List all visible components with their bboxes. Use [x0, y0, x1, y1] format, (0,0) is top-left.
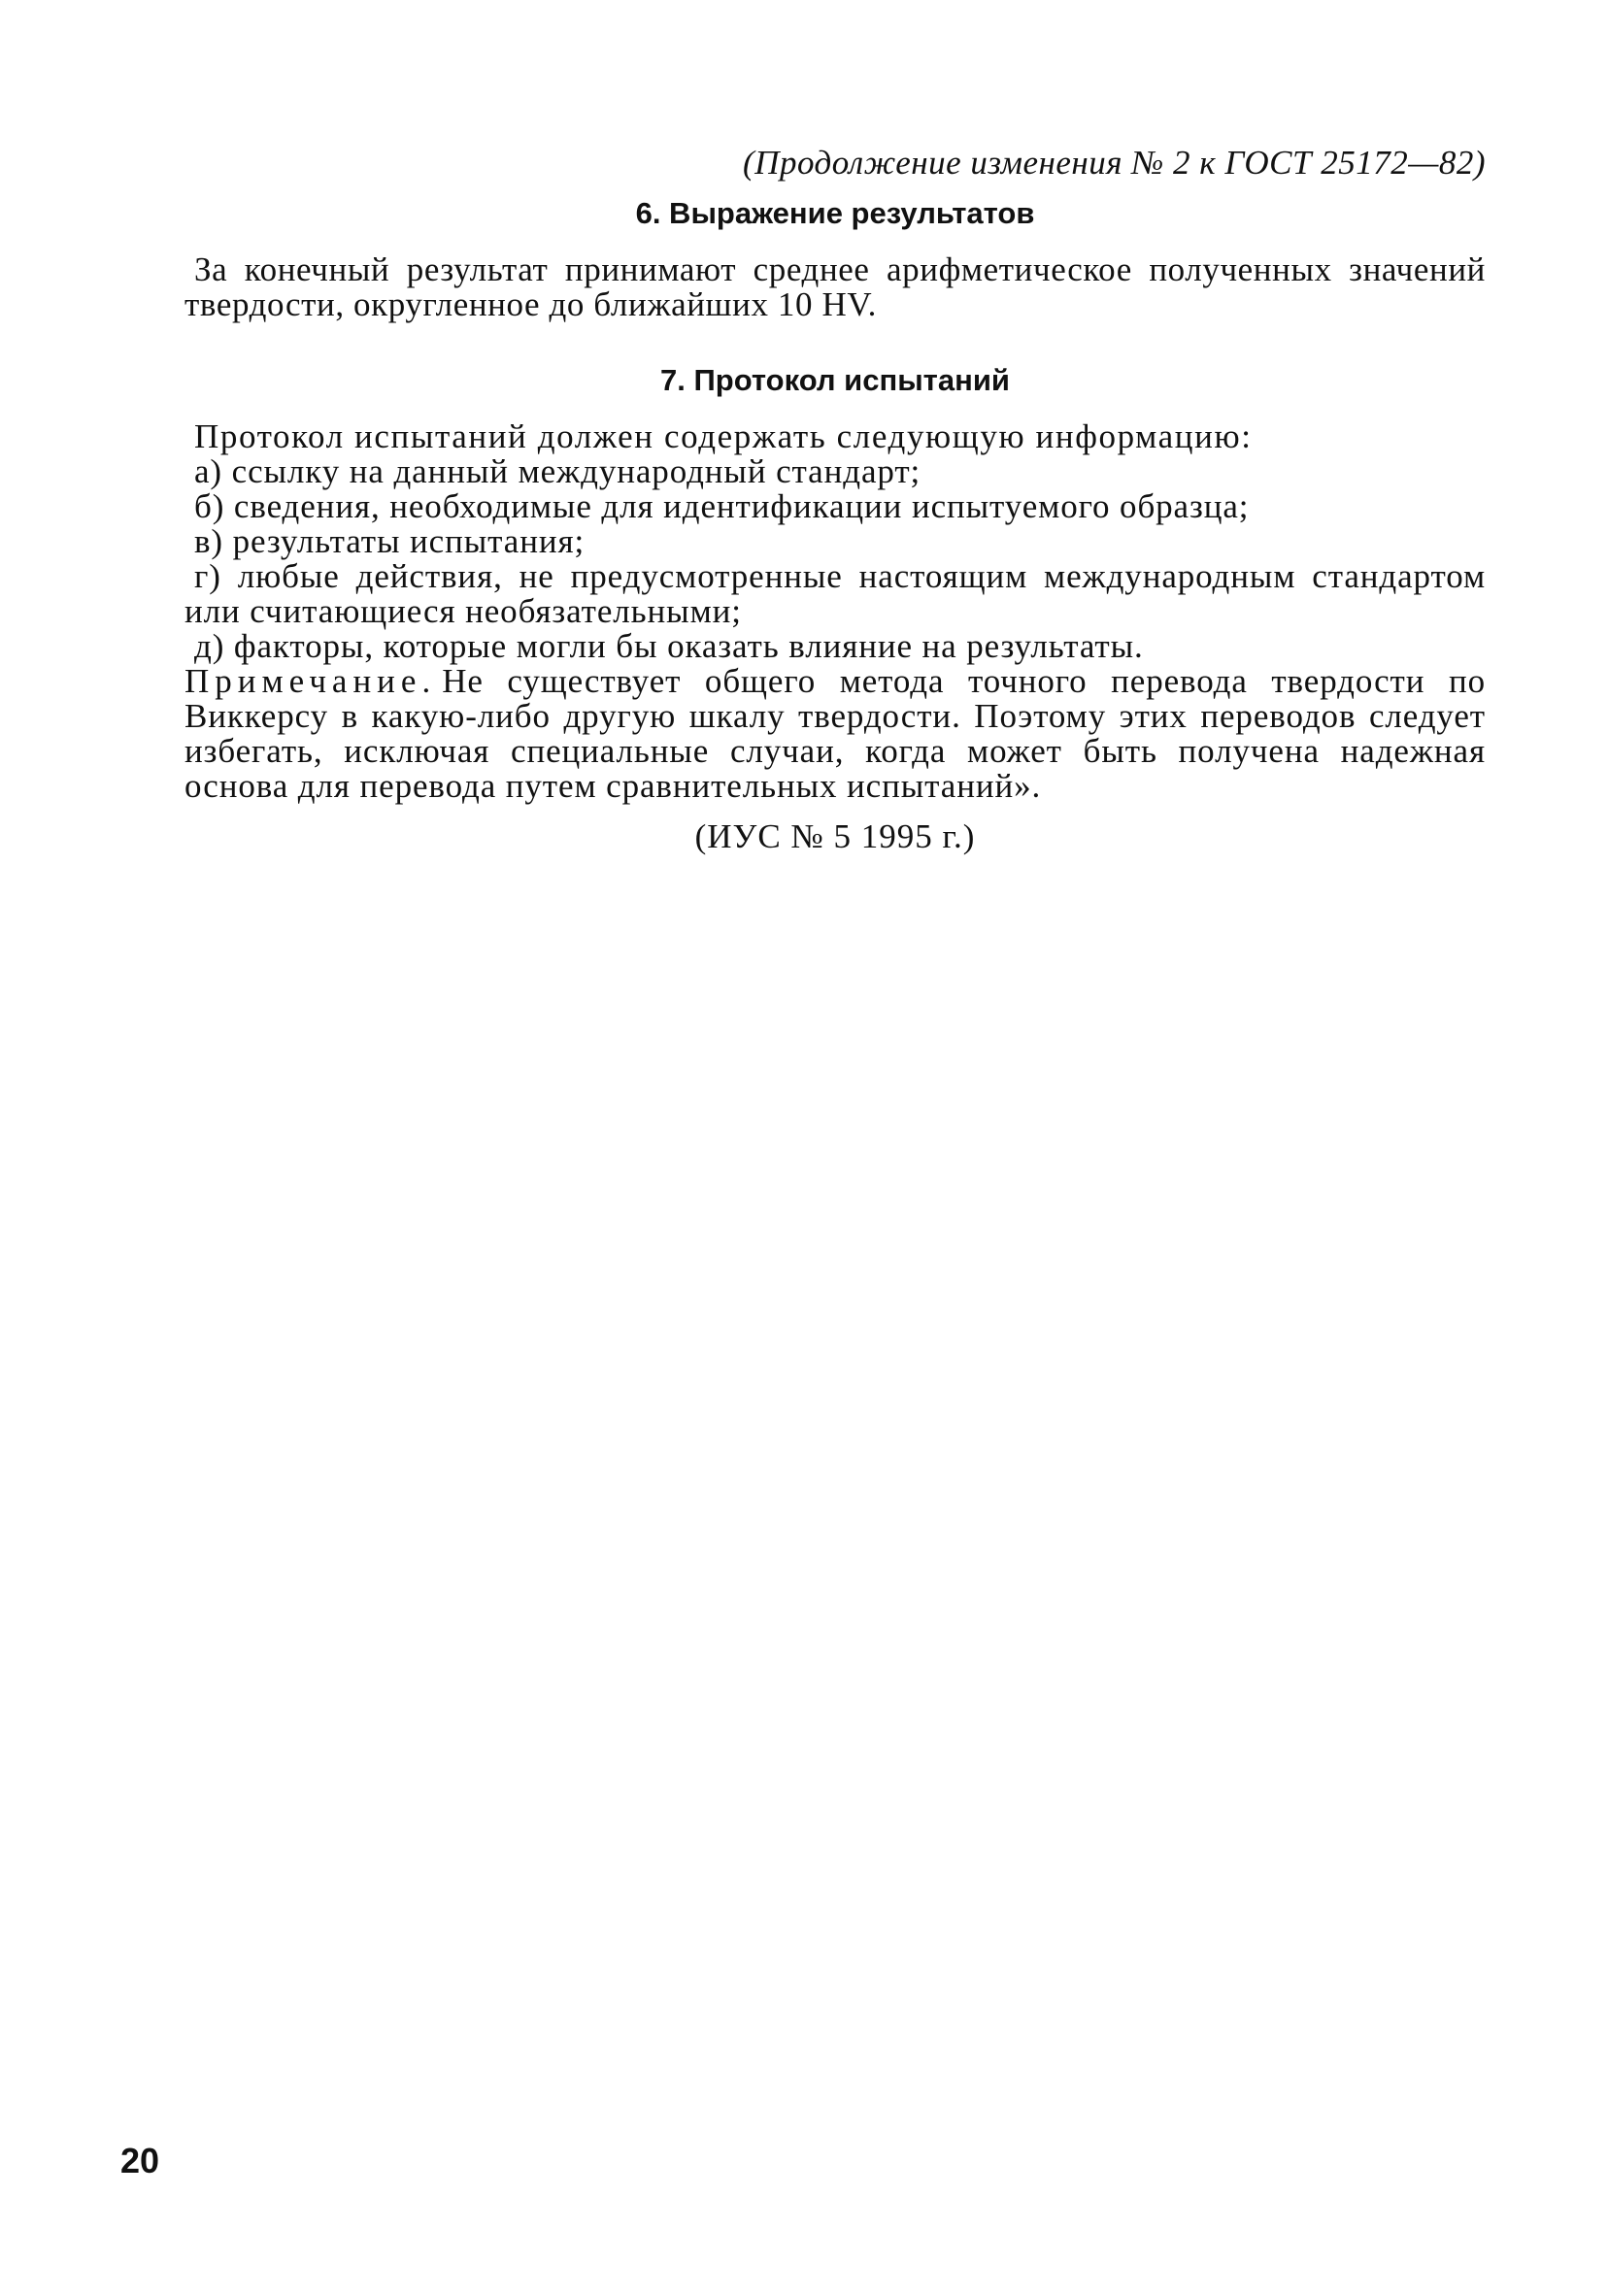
list-item: д) факторы, которые могли бы оказать влияние на результаты. — [194, 627, 1144, 665]
list-item: в) результаты испытания; — [194, 522, 586, 560]
results-paragraph: За конечный результат принимают среднее арифметическое полученных значений твердости, округленное до ближайших 10 HV. — [184, 250, 1486, 323]
section-test-report — [184, 361, 1486, 854]
page-number: 20 — [120, 2141, 160, 2180]
section-heading-results: 6. Выражение результатов — [635, 196, 1035, 230]
list-item: а) ссылку на данный международный стандарт; — [194, 452, 921, 490]
test-report-intro: Протокол испытаний должен содержать следующую информацию: — [194, 417, 1253, 455]
page-content — [184, 146, 1486, 854]
list-item: г) любые действия, не предусмотренные настоящим международным стандартом или считающиеся необязательными; — [184, 557, 1486, 630]
test-report-list — [184, 454, 1486, 664]
section-heading-test-report: 7. Протокол испытаний — [660, 363, 1010, 397]
section-results — [184, 194, 1486, 322]
continuation-header: (Продолжение изменения № 2 к ГОСТ 25172—82) — [743, 144, 1486, 182]
note-paragraph — [184, 664, 1486, 804]
source-reference: (ИУС № 5 1995 г.) — [694, 817, 976, 855]
list-item: б) сведения, необходимые для идентификации испытуемого образца; — [194, 487, 1250, 525]
note-text: Не существует общего метода точного перевода твердости по Виккерсу в какую-либо другую шкалу твердости. Поэтому этих переводов следует избегать, исключая специальные случаи, когда может быть получена надежная основа для перевода путем сравнительных испытаний». — [184, 662, 1486, 805]
note-label: Примечание. — [184, 662, 437, 700]
